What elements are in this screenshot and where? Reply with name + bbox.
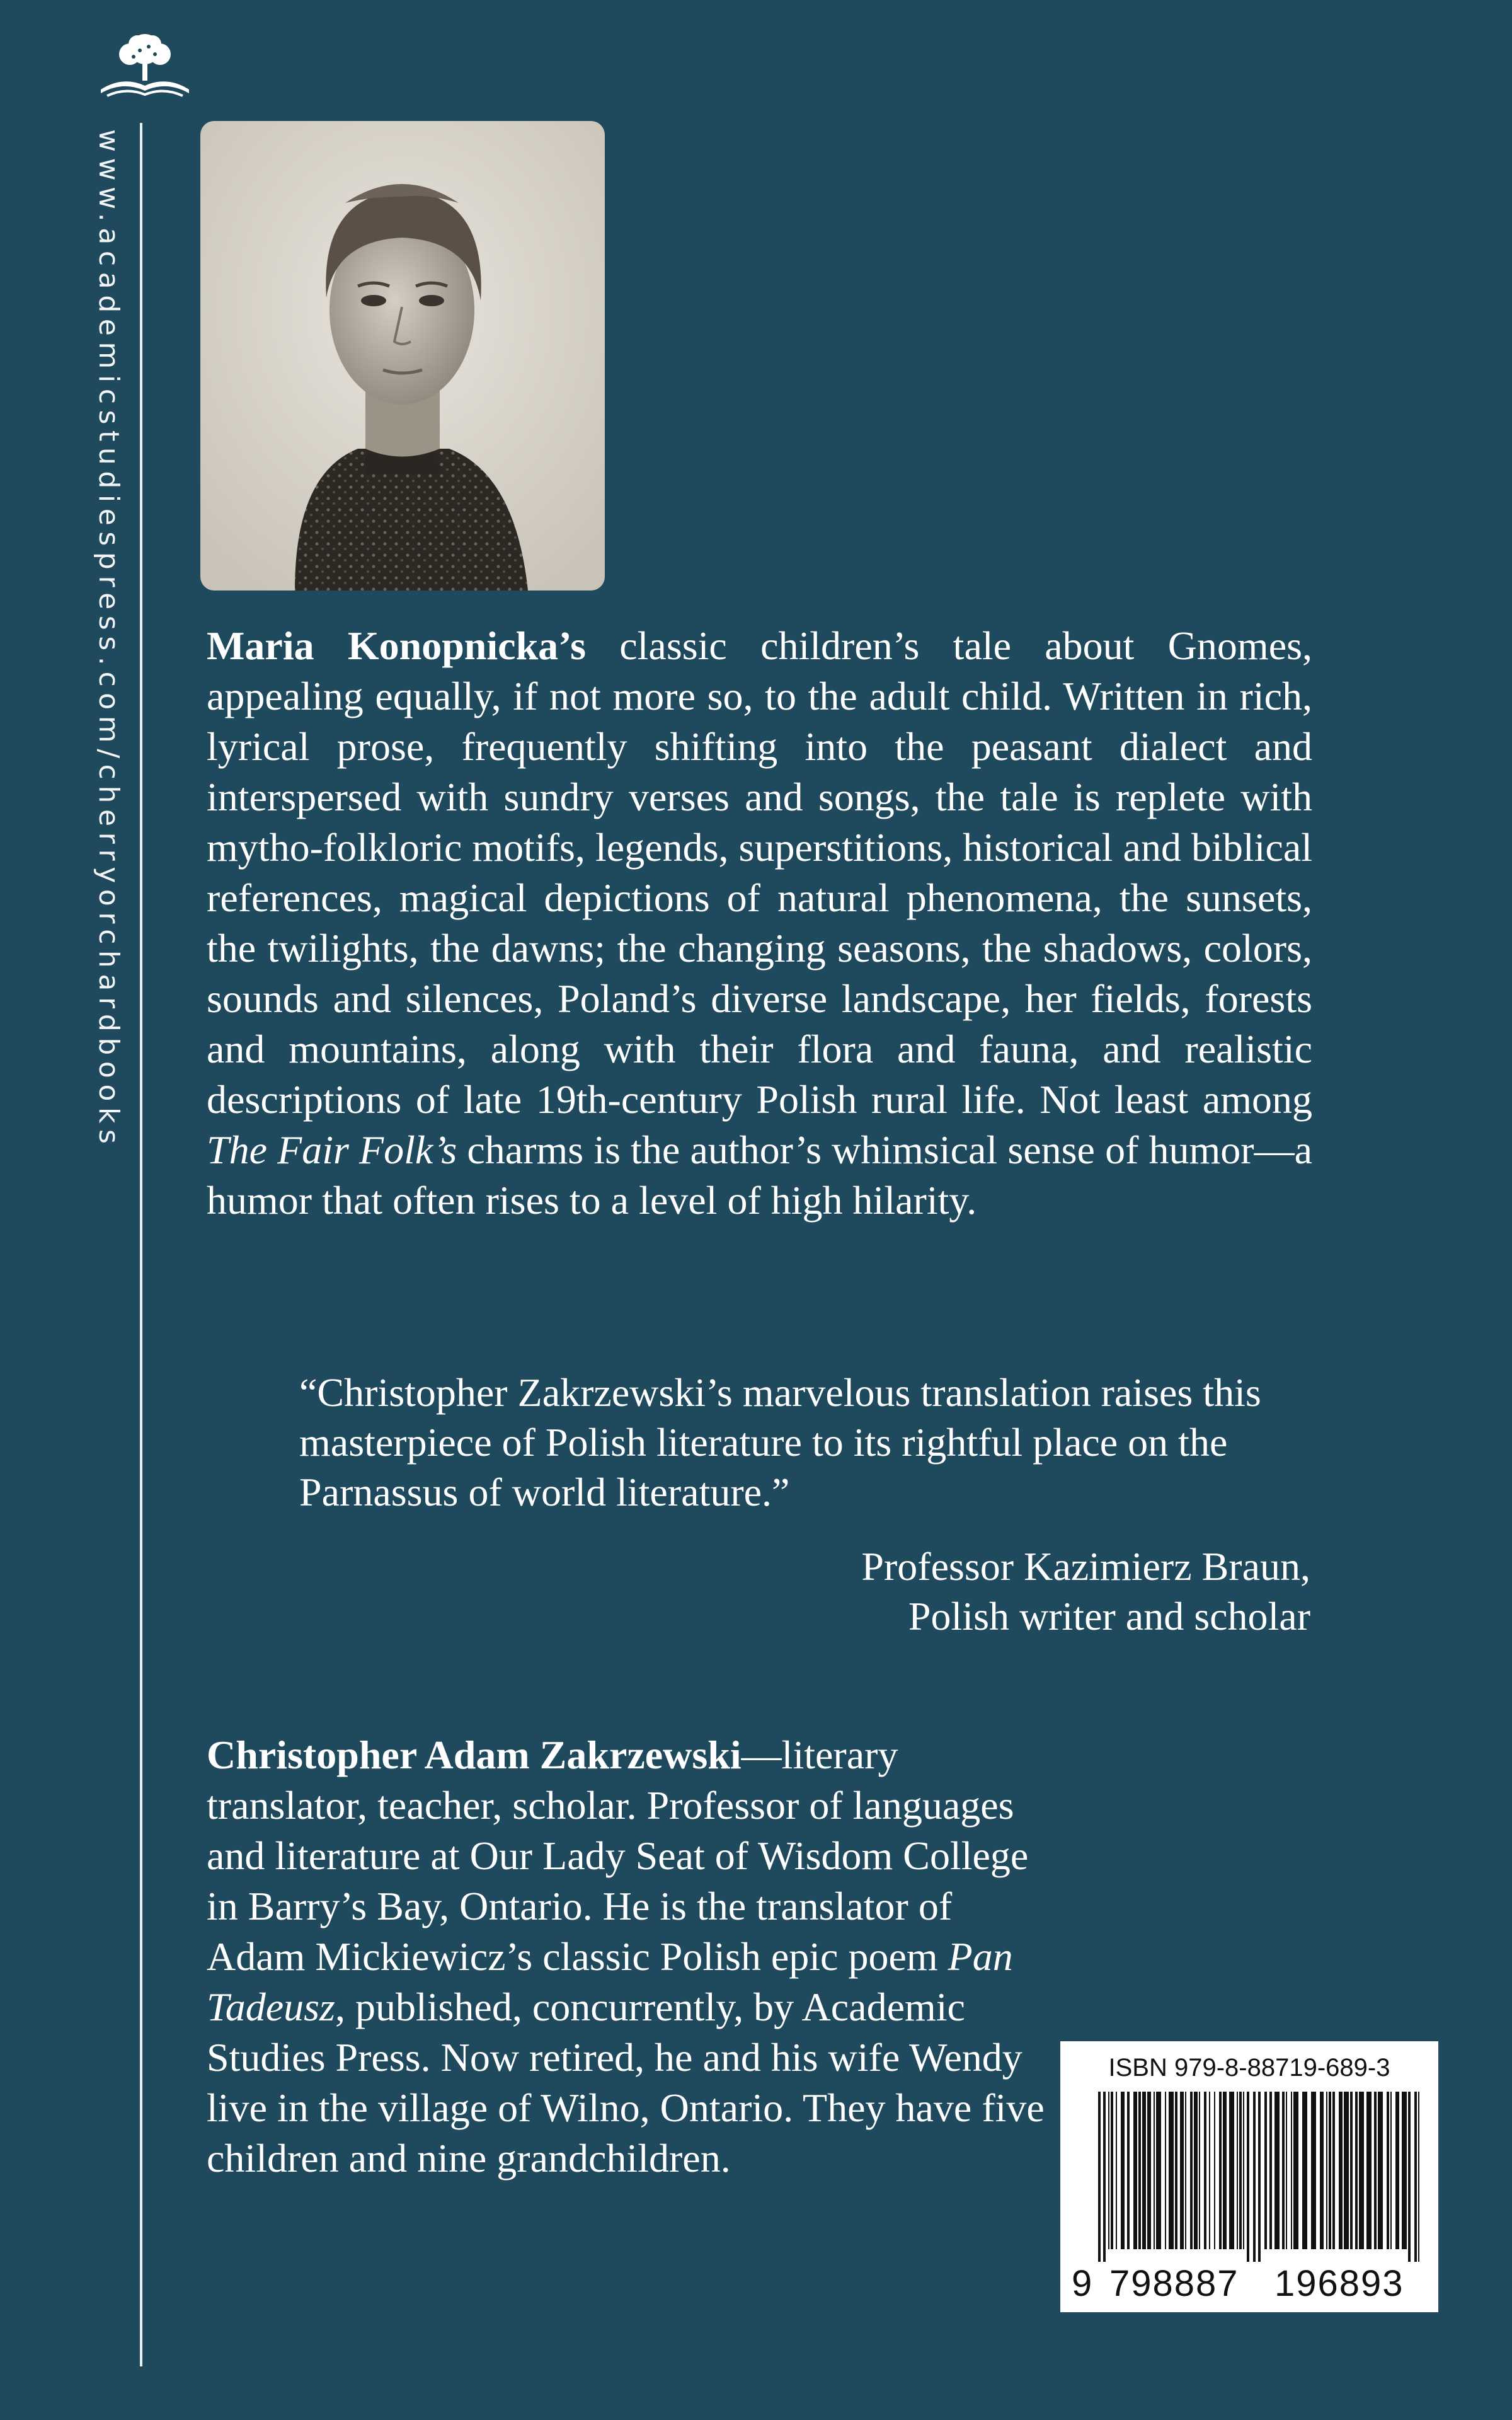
barcode-bars-icon [1098,2092,1419,2262]
attribution-role: Polish writer and scholar [908,1594,1310,1639]
barcode-bar [1408,2092,1411,2262]
barcode-bar [1156,2092,1161,2249]
barcode-bar [1395,2092,1399,2249]
barcode-bar [1154,2092,1155,2249]
isbn-barcode [1060,2041,1438,2312]
barcode-bar [1190,2092,1193,2249]
barcode-bar [1239,2092,1242,2249]
author-name: Maria Konopnicka’s [207,623,587,668]
barcode-bar [1332,2092,1335,2249]
barcode-bar [1344,2092,1349,2249]
barcode-bar [1237,2092,1238,2249]
barcode-bar [1229,2092,1234,2249]
barcode-bar [1339,2092,1343,2249]
author-portrait [200,121,605,591]
barcode-bar [1282,2092,1285,2249]
translator-name: Christopher Adam Zakrzewski [207,1732,742,1777]
barcode-bar [1116,2092,1117,2249]
vertical-divider [140,123,142,2366]
barcode-bar [1165,2092,1166,2249]
barcode-bar [1169,2092,1174,2249]
barcode-bar [1138,2092,1141,2249]
quote-attribution [693,1541,1310,1641]
barcode-bar [1142,2092,1146,2249]
book-description [207,621,1312,1226]
barcode-bar [1390,2092,1392,2249]
author-portrait-photo [200,121,605,591]
barcode-bar [1274,2092,1280,2249]
barcode-bar [1293,2092,1298,2249]
barcode-bar [1175,2092,1177,2249]
barcode-bar [1269,2092,1272,2249]
spine-url-text: www.academicstudiespress.com/cherryorchardbooks [93,129,125,1150]
barcode-bar [1133,2092,1137,2249]
spine-url [91,129,126,1213]
barcode-digits-left: 798887 [1109,2263,1239,2304]
barcode-bar [1374,2092,1377,2249]
work-title: Pan Tadeusz [207,1934,1013,2029]
barcode-bar [1326,2092,1327,2249]
barcode-bar [1147,2092,1151,2249]
barcode-bar [1264,2092,1267,2249]
barcode-bar [1258,2092,1261,2262]
barcode-bar [1223,2092,1227,2249]
bio-text-2: , published, concurrently, by Academic Studies Press. Now retired, he and his wife Wendy live in the village of Wilno, Ontario. They have five children and nine grandchildren. [207,1985,1045,2181]
barcode-bar [1311,2092,1316,2249]
bio-text-1: —literary translator, teacher, scholar. Professor of languages and literature at Our Lady Seat of Wisdom College in Barry’s Bay, Ontario. He is the translator of Adam Mickiewicz’s classic Polish epic poem [207,1732,1029,1979]
barcode-bar [1185,2092,1186,2249]
description-text-1: classic children’s tale about Gnomes, appealing equally, if not more so, to the adult child. Written in rich, lyrical prose, frequently shifting into the peasant dialect and interspersed with sundry verses and songs, the tale is replete with mytho-folkloric motifs, legends, superstitions, historical and biblical references, magical depictions of natural phenomena, the sunsets, the twilights, the dawns; the changing seasons, the shadows, colors, sounds and silences, Poland’s diverse landscape, her fields, forests and mountains, along with their flora and fauna, and realistic descriptions of late 19th-century Polish rural life. Not least among [207,623,1313,1122]
description-text-2: charms is the author’s whimsical sense of humor—a humor that often rises to a level of high hilarity. [207,1127,1313,1223]
barcode-bar [1355,2092,1358,2249]
barcode-bar [1402,2092,1407,2249]
barcode-bar [1247,2092,1249,2262]
barcode-bar [1366,2092,1372,2249]
barcode-bar [1194,2092,1198,2249]
barcode-bar [1414,2092,1417,2262]
barcode-bar [1204,2092,1206,2249]
barcode-bar [1329,2092,1331,2249]
barcode-bar [1243,2092,1244,2249]
barcode-bar [1219,2092,1222,2249]
barcode-bar [1378,2092,1383,2249]
barcode-bar [1199,2092,1200,2249]
barcode-bar [1320,2092,1324,2249]
barcode-bar [1253,2092,1256,2262]
barcode-bar [1418,2092,1419,2262]
barcode-bar [1111,2092,1113,2249]
barcode-digits [1060,2262,1438,2306]
barcode-digit-lead: 9 [1072,2263,1092,2304]
barcode-bar [1098,2092,1101,2262]
barcode-bar [1180,2092,1184,2249]
barcode-bar [1302,2092,1307,2249]
barcode-bar [1359,2092,1364,2249]
isbn-label: ISBN 979-8-88719-689-3 [1108,2054,1390,2082]
attribution-name: Professor Kazimierz Braun, [861,1544,1310,1589]
barcode-bar [1209,2092,1210,2249]
review-quote: “Christopher Zakrzewski’s marvelous translation raises this masterpiece of Polish literature to its rightful place on the Parnassus of world literature.” [299,1370,1261,1514]
tree-book-logo-icon [88,32,202,101]
barcode-bar [1103,2092,1106,2262]
barcode-bar [1214,2092,1215,2249]
translator-bio [207,1730,1045,2184]
barcode-bar [1108,2092,1109,2249]
barcode-bar [1350,2092,1353,2249]
barcode-bar [1121,2092,1125,2249]
barcode-bar [1291,2092,1292,2249]
barcode-digits-right: 196893 [1274,2263,1404,2304]
book-title: The Fair Folk’s [207,1127,457,1172]
barcode-bar [1127,2092,1130,2249]
barcode-bar [1387,2092,1389,2249]
barcode-bar [1286,2092,1287,2249]
